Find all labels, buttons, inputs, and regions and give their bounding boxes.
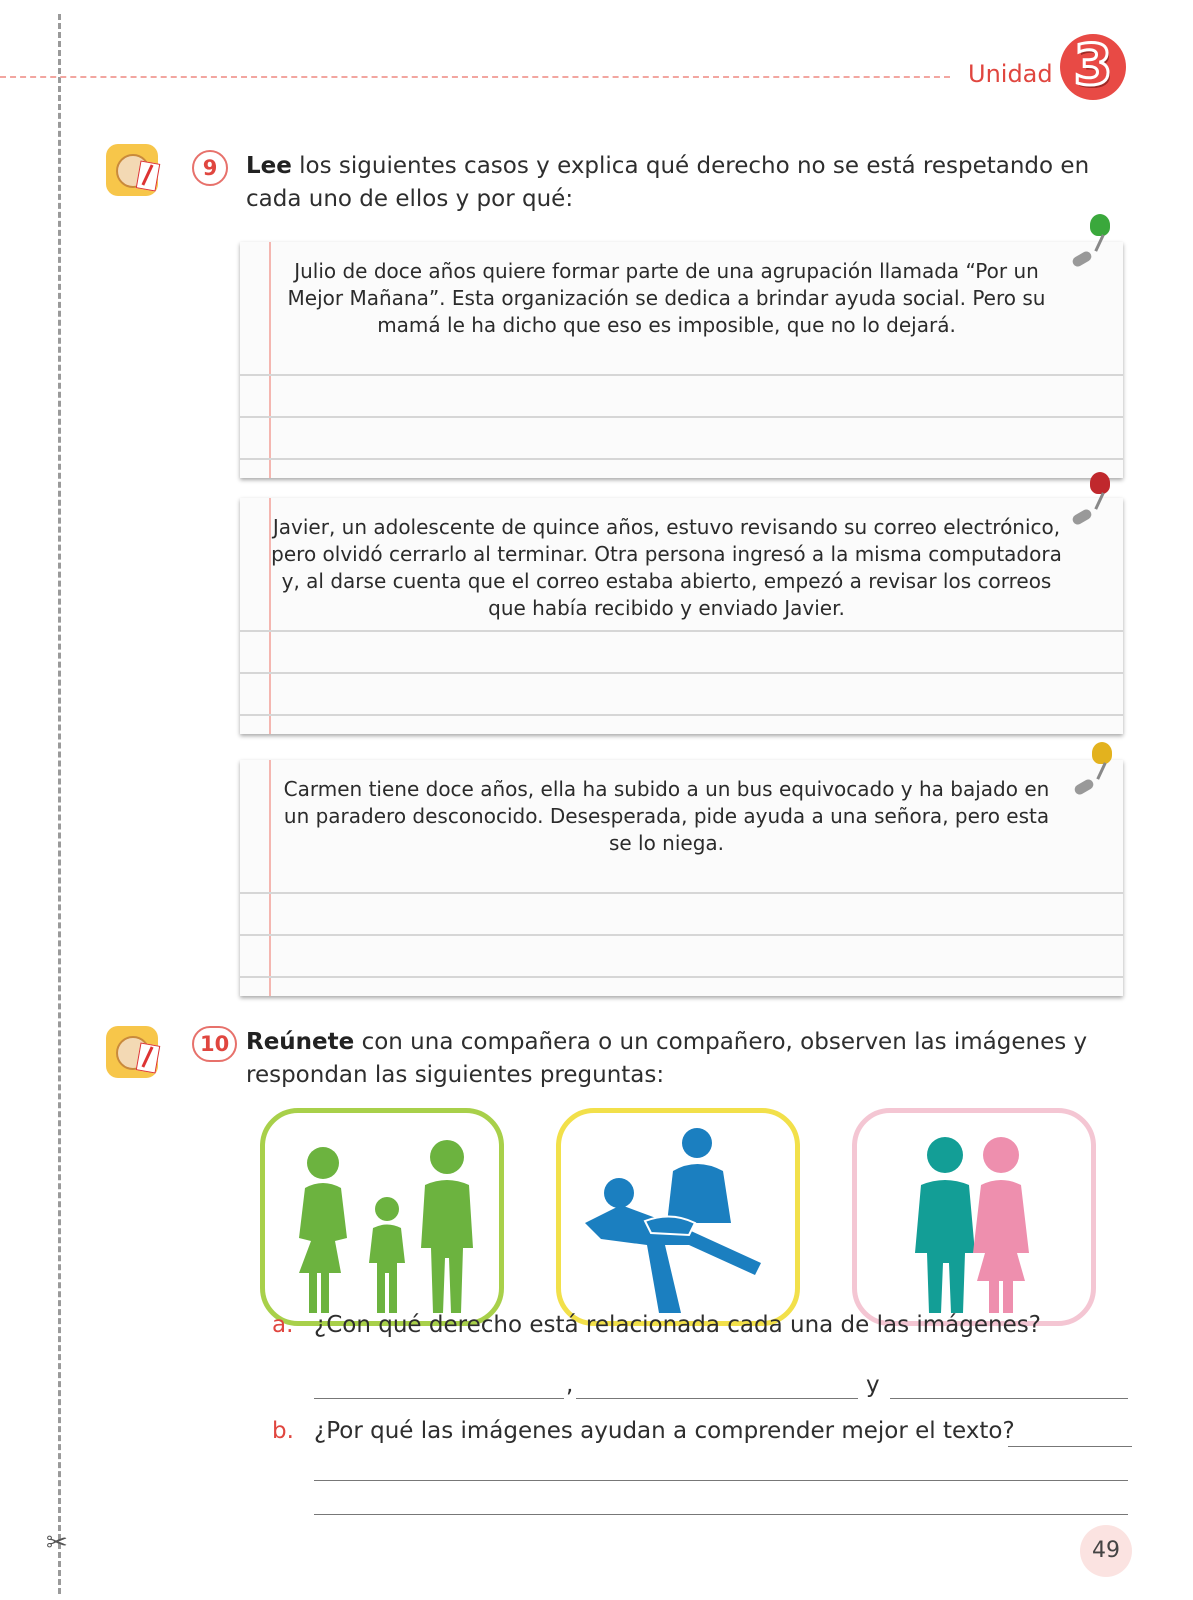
- answer-line[interactable]: [240, 934, 1123, 936]
- question-text: ¿Con qué derecho está relacionada cada una de las imágenes?: [314, 1312, 1041, 1338]
- image-frame-equality: [852, 1108, 1096, 1326]
- question-label: b.: [272, 1418, 294, 1444]
- separator-comma: ,: [566, 1372, 574, 1398]
- answer-blank[interactable]: [314, 1398, 564, 1399]
- student-writing-icon: [106, 144, 158, 196]
- answer-line[interactable]: [240, 458, 1123, 460]
- case-card: [240, 242, 1123, 478]
- unit-label: Unidad: [968, 60, 1053, 88]
- question-text: ¿Por qué las imágenes ayudan a comprender mejor el texto?: [314, 1418, 1015, 1444]
- answer-line[interactable]: [240, 976, 1123, 978]
- unit-number: 3: [1073, 33, 1113, 98]
- family-icon: [265, 1113, 499, 1321]
- pushpin-icon: [1088, 214, 1110, 244]
- answer-blank[interactable]: [1008, 1446, 1132, 1447]
- pushpin-icon: [1090, 742, 1112, 772]
- scissors-icon: ✂: [46, 1528, 68, 1558]
- page-number: 49: [1092, 1538, 1120, 1563]
- pushpin-icon: [1088, 472, 1110, 502]
- image-frame-family: [260, 1108, 504, 1326]
- instruction-verb: Lee: [246, 153, 292, 179]
- question-label: a.: [272, 1312, 294, 1338]
- answer-line[interactable]: [240, 672, 1123, 674]
- answer-blank[interactable]: [576, 1398, 858, 1399]
- instruction-verb: Reúnete: [246, 1029, 355, 1055]
- answer-line[interactable]: [240, 892, 1123, 894]
- answer-line[interactable]: [240, 416, 1123, 418]
- answer-line[interactable]: [240, 630, 1123, 632]
- man-woman-icon: [857, 1113, 1091, 1321]
- case-text: Julio de doce años quiere formar parte de una agrupación llamada “Por un Mejor Mañana”. Esta organización se dedica a brindar ayuda social. Pero su mamá le ha dicho que eso es imposible, que no lo dejará.: [287, 259, 1046, 337]
- case-card: [240, 760, 1123, 996]
- answer-blank[interactable]: [890, 1398, 1128, 1399]
- students-pair-icon: [106, 1026, 158, 1078]
- case-text: Javier, un adolescente de quince años, estuvo revisando su correo electrónico, pero olvidó cerrarlo al terminar. Otra persona ingresó a la misma computadora y, al darse cuenta que el correo estaba abierto, empezó a revisar los correos que había recibido y enviado Javier.: [271, 515, 1062, 620]
- image-frame-medical: [556, 1108, 800, 1326]
- activity-instruction: [246, 150, 1136, 216]
- activity-number: 9: [192, 150, 228, 186]
- answer-line[interactable]: [314, 1480, 1128, 1481]
- cut-line: [58, 14, 61, 1594]
- medical-care-icon: [561, 1113, 795, 1321]
- activity-number: 10: [192, 1026, 237, 1062]
- header-dashed-line: [0, 76, 950, 78]
- instruction-text: con una compañera o un compañero, observen las imágenes y respondan las siguientes preguntas:: [246, 1029, 1088, 1088]
- case-text: Carmen tiene doce años, ella ha subido a un bus equivocado y ha bajado en un paradero desconocido. Desesperada, pide ayuda a una señora, pero esta se lo niega.: [283, 777, 1050, 855]
- separator-y: y: [866, 1372, 880, 1398]
- activity-instruction: [246, 1026, 1136, 1092]
- instruction-text: los siguientes casos y explica qué derecho no se está respetando en cada uno de ellos y por qué:: [246, 153, 1090, 212]
- answer-line[interactable]: [240, 374, 1123, 376]
- answer-line[interactable]: [240, 714, 1123, 716]
- case-card: [240, 498, 1123, 734]
- answer-line[interactable]: [314, 1514, 1128, 1515]
